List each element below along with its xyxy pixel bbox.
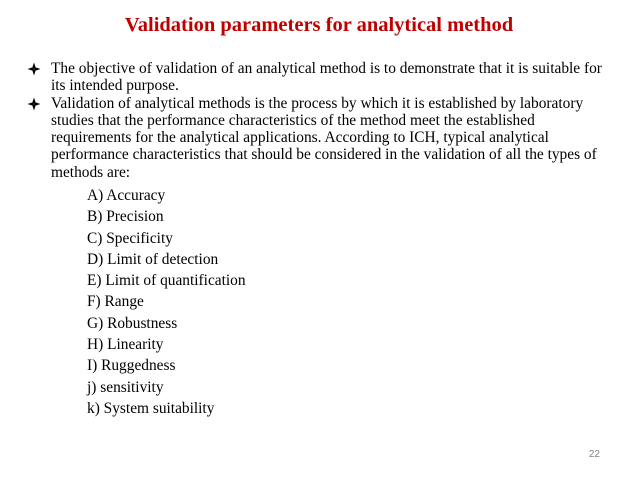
parameter-item-precision: B) Precision [87,208,164,226]
parameter-item-limit-of-detection: D) Limit of detection [87,250,219,268]
bullet-list [30,60,610,181]
parameter-item-ruggedness: I) Ruggedness [87,357,176,375]
parameter-item-robustness: G) Robustness [87,314,178,332]
parameter-item-accuracy: A) Accuracy [87,187,166,204]
parameter-item-linearity: H) Linearity [87,336,164,354]
slide-title: Validation parameters for analytical method [124,14,514,36]
parameter-item-range: F) Range [87,293,144,311]
diamond-bullet-icon [27,97,41,111]
bullet-item [30,60,610,95]
parameter-item-limit-of-quantification: E) Limit of quantification [87,272,246,290]
diamond-bullet-icon [27,62,41,76]
bullet-text: The objective of validation of an analytical method is to demonstrate that it is suitable for its intended purpose. [51,60,602,95]
page-number: 22 [588,449,600,460]
parameter-list [87,185,246,419]
parameter-item-sensitivity: j) sensitivity [87,378,164,396]
bullet-text: Validation of analytical methods is the process by which it is established by laboratory studies that the performance characteristics of the method meet the established requirements for the analytical applications. According to ICH, typical analytical performance characteristics that should be considered in the validation of all the types of methods are: [51,94,597,181]
parameter-item-system-suitability: k) System suitability [87,399,215,417]
bullet-item [30,95,610,181]
parameter-item-specificity: C) Specificity [87,229,173,247]
